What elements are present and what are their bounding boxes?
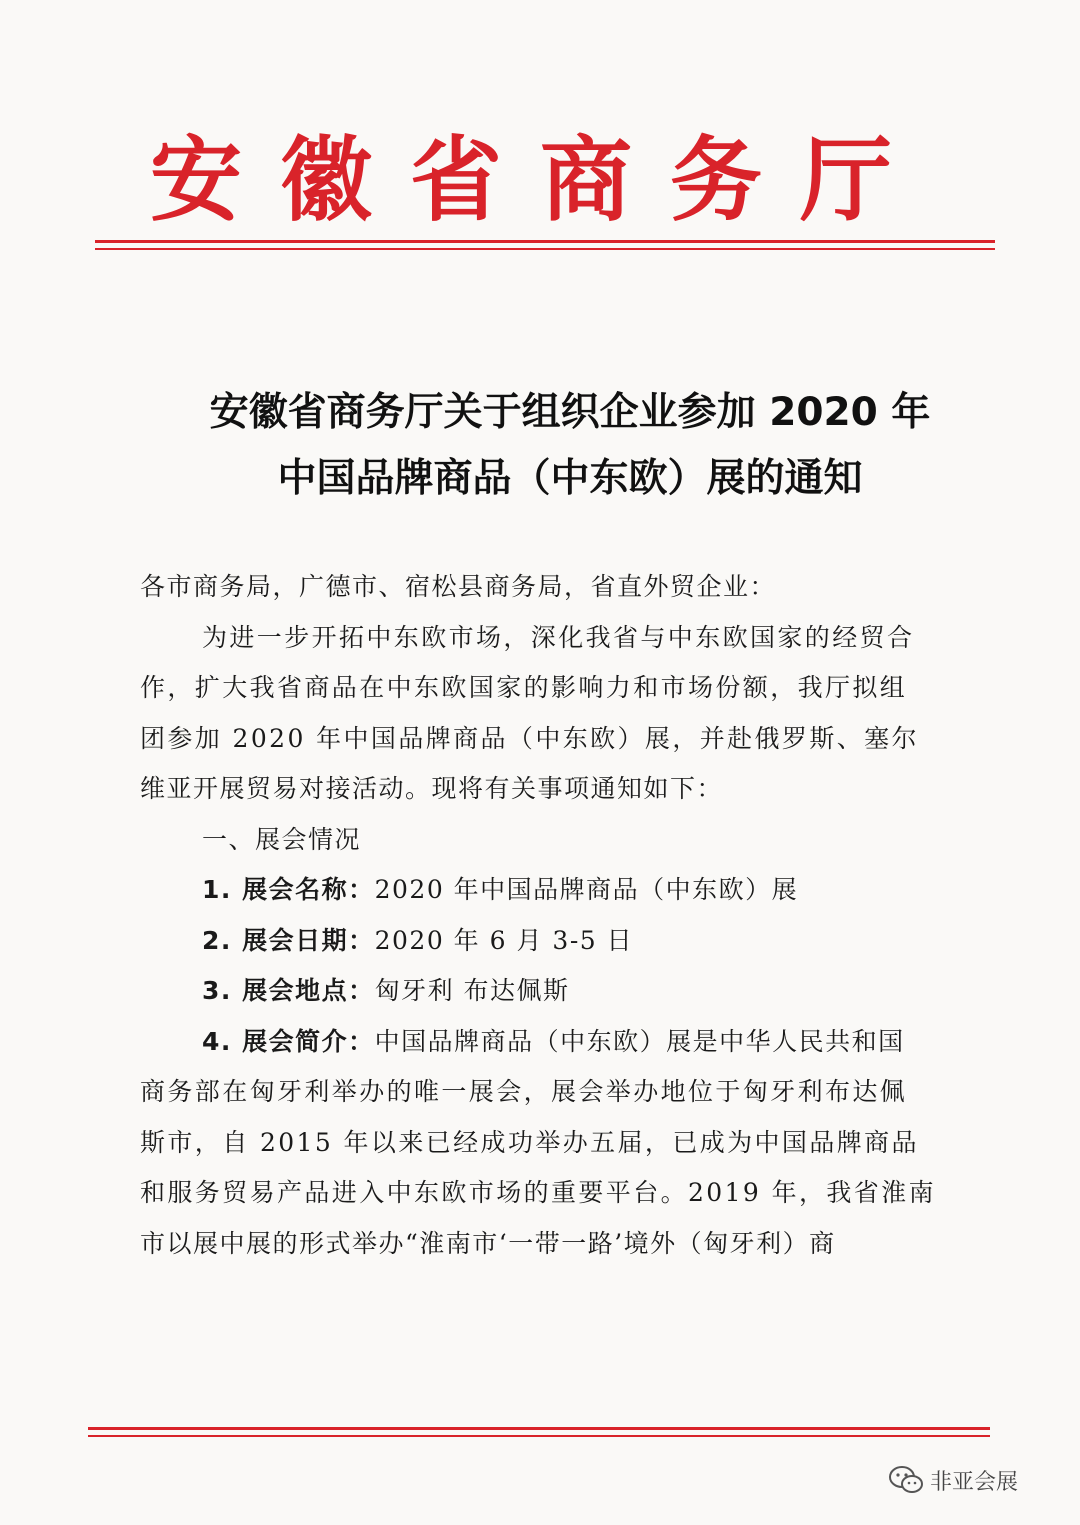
letterhead-rule-thin	[95, 248, 995, 250]
list-item-exhibition-intro	[140, 1017, 980, 1068]
item-label: 2. 展会日期：	[202, 925, 375, 955]
intro-continuation-line-1: 商务部在匈牙利举办的唯一展会，展会举办地位于匈牙利布达佩	[140, 1077, 908, 1106]
footer-rule-thin	[88, 1435, 990, 1437]
intro-continuation-line-4: 市以展中展的形式举办“淮南市‘一带一路’境外（匈牙利）商	[140, 1228, 836, 1258]
item-value: 2020 年 6 月 3-5 日	[374, 925, 634, 955]
intro-line-3: 团参加 2020 年中国品牌商品（中东欧）展，并赴俄罗斯、塞尔	[140, 723, 919, 753]
title-line-2: 中国品牌商品（中东欧）展的通知	[277, 456, 863, 501]
wechat-icon	[888, 1465, 924, 1495]
item-value: 匈牙利 布达佩斯	[374, 976, 570, 1005]
intro-continuation-line-3: 和服务贸易产品进入中东欧市场的重要平台。2019 年，我省淮南	[140, 1178, 936, 1207]
letterhead-title: 安徽省商务厅	[149, 126, 930, 234]
item-label: 1. 展会名称：	[202, 875, 375, 904]
list-item-exhibition-venue	[140, 966, 980, 1017]
footer-rule-thick	[88, 1427, 990, 1430]
salutation: 各市商务局，广德市、宿松县商务局，省直外贸企业：	[140, 572, 777, 601]
title-line-1: 安徽省商务厅关于组织企业参加 2020 年	[209, 390, 931, 435]
letterhead-rule-thick	[95, 240, 995, 243]
document-body	[140, 562, 980, 1269]
list-item-exhibition-name	[140, 865, 980, 916]
item-value: 中国品牌商品（中东欧）展是中华人民共和国	[374, 1026, 905, 1056]
list-item-exhibition-date	[140, 916, 980, 967]
intro-continuation-line-2: 斯市，自 2015 年以来已经成功举办五届，已成为中国品牌商品	[140, 1127, 919, 1157]
item-value: 2020 年中国品牌商品（中东欧）展	[374, 875, 799, 904]
intro-line-1: 为进一步开拓中东欧市场，深化我省与中东欧国家的经贸合	[202, 622, 915, 652]
document-title	[140, 380, 1000, 512]
wechat-watermark	[888, 1460, 1018, 1500]
watermark-account-name: 非亚会展	[930, 1469, 1019, 1495]
item-label: 4. 展会简介：	[202, 1026, 375, 1056]
item-label: 3. 展会地点：	[202, 976, 375, 1005]
intro-line-2: 作，扩大我省商品在中东欧国家的影响力和市场份额，我厅拟组	[140, 673, 908, 702]
intro-line-4: 维亚开展贸易对接活动。现将有关事项通知如下：	[140, 774, 724, 803]
section-heading-1: 一、展会情况	[202, 824, 362, 854]
